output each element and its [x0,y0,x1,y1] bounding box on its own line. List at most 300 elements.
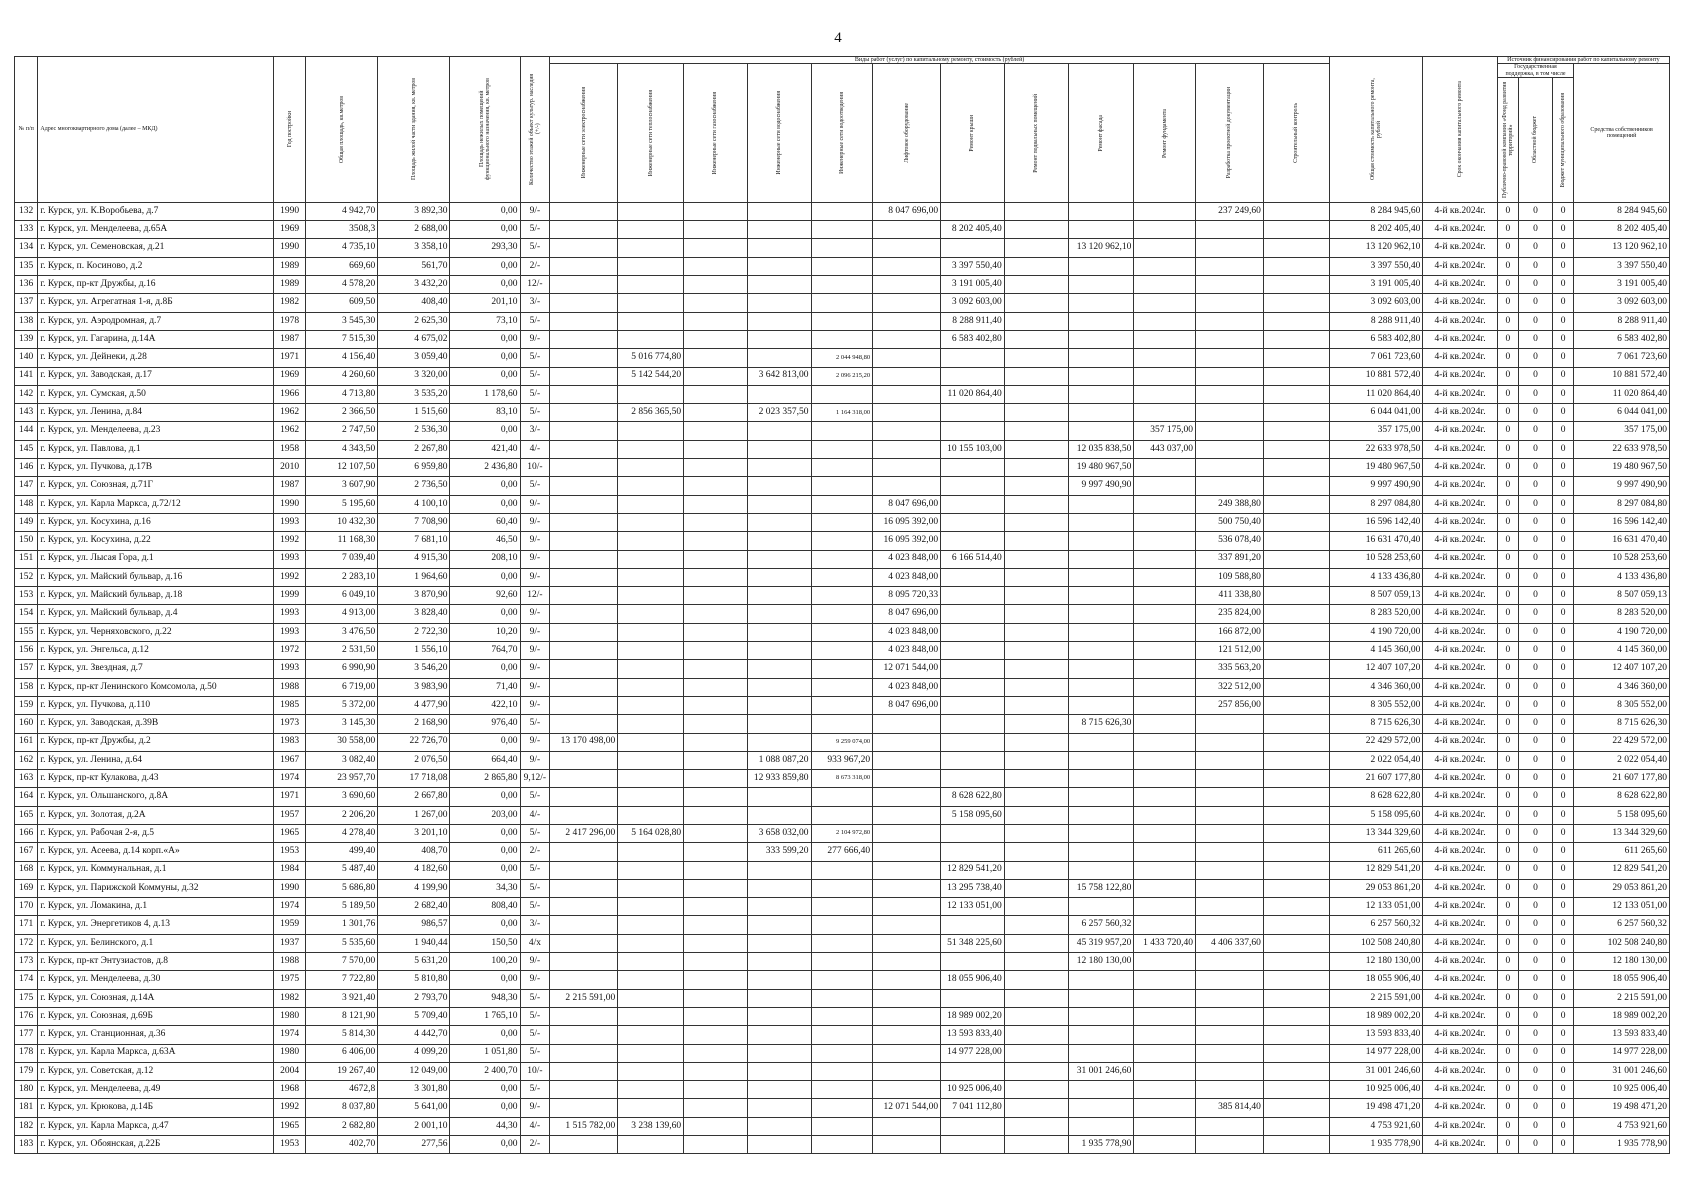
cell-w-roof: 3 092 603,00 [941,294,1005,312]
cell-w-electric [550,861,618,879]
cell-w-facade [1068,495,1134,513]
cell-w-water [747,221,811,239]
cell-w-design [1195,861,1263,879]
cell-nonresidential-area: 100,20 [450,953,520,971]
cell-w-foundation [1134,696,1196,714]
cell-num: 144 [15,422,38,440]
cell-floors: 5/- [520,312,550,330]
cell-num: 166 [15,824,38,842]
cell-w-design [1195,294,1263,312]
cell-residential-area: 2 667,80 [378,788,450,806]
cell-floors: 5/- [520,1026,550,1044]
cell-w-control [1263,550,1329,568]
cell-w-water [747,385,811,403]
cell-w-gas [684,550,748,568]
cell-w-electric [550,806,618,824]
cell-w-lift [873,989,941,1007]
header-year: Год постройки [274,57,306,203]
cell-w-lift [873,934,941,952]
cell-w-design: 166 872,00 [1195,623,1263,641]
cell-w-facade [1068,696,1134,714]
cell-total-area: 4 278,40 [306,824,378,842]
cell-w-water: 333 599,20 [747,843,811,861]
cell-num: 146 [15,459,38,477]
cell-total-cost: 21 607 177,80 [1329,770,1422,788]
cell-f-fund: 0 [1497,898,1518,916]
cell-w-sewer [811,550,873,568]
cell-nonresidential-area: 808,40 [450,898,520,916]
cell-address: г. Курск, ул. Майский бульвар, д.16 [38,568,274,586]
table-row [15,1099,1670,1117]
cell-residential-area: 5 709,40 [378,1007,450,1025]
header-f-fund: Публично-правовой компании «Фонд развития территорий» [1497,77,1518,202]
cell-f-owners: 29 053 861,20 [1574,879,1670,897]
cell-w-water [747,513,811,531]
cell-f-regional: 0 [1518,788,1552,806]
cell-num: 151 [15,550,38,568]
cell-f-regional: 0 [1518,459,1552,477]
cell-year: 1937 [274,934,306,952]
cell-f-owners: 3 397 550,40 [1574,257,1670,275]
cell-w-facade [1068,404,1134,422]
cell-f-fund: 0 [1497,1099,1518,1117]
cell-total-cost: 8 288 911,40 [1329,312,1422,330]
cell-w-basement [1004,349,1068,367]
cell-f-regional: 0 [1518,660,1552,678]
cell-total-cost: 12 133 051,00 [1329,898,1422,916]
cell-f-fund: 0 [1497,477,1518,495]
cell-f-fund: 0 [1497,1007,1518,1025]
cell-w-foundation [1134,1117,1196,1135]
cell-w-control [1263,276,1329,294]
cell-total-area: 4 578,20 [306,276,378,294]
table-row [15,202,1670,220]
cell-f-municipal: 0 [1552,257,1573,275]
cell-w-facade: 6 257 560,32 [1068,916,1134,934]
cell-f-owners: 4 346 360,00 [1574,678,1670,696]
cell-num: 134 [15,239,38,257]
table-row [15,367,1670,385]
cell-residential-area: 1 964,60 [378,568,450,586]
cell-year: 1989 [274,276,306,294]
cell-f-municipal: 0 [1552,605,1573,623]
cell-w-electric [550,715,618,733]
cell-w-gas [684,513,748,531]
cell-w-gas [684,971,748,989]
cell-f-municipal: 0 [1552,330,1573,348]
cell-w-lift [873,1044,941,1062]
cell-w-basement [1004,1099,1068,1117]
cell-year: 1969 [274,221,306,239]
cell-residential-area: 4 675,02 [378,330,450,348]
cell-deadline: 4-й кв.2024г. [1423,239,1497,257]
cell-num: 171 [15,916,38,934]
cell-f-regional: 0 [1518,642,1552,660]
cell-w-design: 322 512,00 [1195,678,1263,696]
cell-address: г. Курск, ул. Черняховского, д.22 [38,623,274,641]
cell-num: 138 [15,312,38,330]
cell-w-control [1263,861,1329,879]
cell-year: 1988 [274,953,306,971]
cell-num: 132 [15,202,38,220]
cell-f-owners: 13 593 833,40 [1574,1026,1670,1044]
cell-w-facade [1068,989,1134,1007]
cell-num: 165 [15,806,38,824]
cell-w-roof [941,916,1005,934]
cell-w-design [1195,1026,1263,1044]
cell-w-electric [550,385,618,403]
cell-w-electric [550,1062,618,1080]
cell-f-owners: 21 607 177,80 [1574,770,1670,788]
cell-w-sewer [811,953,873,971]
table-row [15,1081,1670,1099]
cell-w-foundation [1134,788,1196,806]
cell-w-heat [618,715,684,733]
cell-w-lift [873,1136,941,1154]
table-row [15,440,1670,458]
cell-num: 168 [15,861,38,879]
cell-total-area: 4 713,80 [306,385,378,403]
cell-f-fund: 0 [1497,934,1518,952]
cell-w-basement [1004,294,1068,312]
cell-w-basement [1004,696,1068,714]
header-w-design: Разработка проектной документации [1195,64,1263,203]
cell-f-regional: 0 [1518,751,1552,769]
cell-total-area: 5 535,60 [306,934,378,952]
cell-w-sewer: 2 044 948,80 [811,349,873,367]
cell-f-regional: 0 [1518,367,1552,385]
cell-nonresidential-area: 0,00 [450,1099,520,1117]
cell-w-electric [550,605,618,623]
cell-address: г. Курск, ул. Менделеева, д.65А [38,221,274,239]
cell-w-electric [550,587,618,605]
cell-deadline: 4-й кв.2024г. [1423,861,1497,879]
cell-w-sewer [811,1136,873,1154]
cell-deadline: 4-й кв.2024г. [1423,276,1497,294]
cell-address: г. Курск, ул. Сумская, д.50 [38,385,274,403]
cell-total-area: 609,50 [306,294,378,312]
cell-address: г. Курск, ул. Павлова, д.1 [38,440,274,458]
cell-year: 1968 [274,1081,306,1099]
cell-floors: 9/- [520,568,550,586]
cell-w-heat: 5 142 544,20 [618,367,684,385]
cell-w-facade: 9 997 490,90 [1068,477,1134,495]
cell-deadline: 4-й кв.2024г. [1423,879,1497,897]
cell-w-design: 385 814,40 [1195,1099,1263,1117]
table-row [15,1044,1670,1062]
cell-f-fund: 0 [1497,349,1518,367]
cell-w-facade [1068,971,1134,989]
cell-nonresidential-area: 0,00 [450,788,520,806]
cell-floors: 2/- [520,843,550,861]
cell-year: 2010 [274,459,306,477]
cell-f-municipal: 0 [1552,696,1573,714]
cell-w-heat: 3 238 139,60 [618,1117,684,1135]
cell-w-basement [1004,898,1068,916]
cell-w-gas [684,733,748,751]
cell-total-cost: 7 061 723,60 [1329,349,1422,367]
cell-residential-area: 3 870,90 [378,587,450,605]
cell-num: 159 [15,696,38,714]
cell-address: г. Курск, ул. Майский бульвар, д.4 [38,605,274,623]
cell-w-heat [618,660,684,678]
cell-f-fund: 0 [1497,733,1518,751]
cell-f-regional: 0 [1518,916,1552,934]
cell-deadline: 4-й кв.2024г. [1423,715,1497,733]
cell-deadline: 4-й кв.2024г. [1423,1099,1497,1117]
cell-total-area: 5 686,80 [306,879,378,897]
cell-w-gas [684,440,748,458]
cell-deadline: 4-й кв.2024г. [1423,1026,1497,1044]
cell-w-heat [618,623,684,641]
cell-address: г. Курск, ул. Карла Маркса, д.47 [38,1117,274,1135]
cell-w-facade [1068,660,1134,678]
cell-w-foundation [1134,202,1196,220]
cell-w-heat [618,532,684,550]
cell-f-owners: 18 989 002,20 [1574,1007,1670,1025]
cell-w-gas [684,898,748,916]
cell-w-facade [1068,330,1134,348]
cell-w-heat [618,239,684,257]
cell-address: г. Курск, ул. Аэродромная, д.7 [38,312,274,330]
cell-w-design: 249 388,80 [1195,495,1263,513]
cell-f-owners: 8 284 945,60 [1574,202,1670,220]
cell-f-fund: 0 [1497,495,1518,513]
cell-deadline: 4-й кв.2024г. [1423,459,1497,477]
cell-f-municipal: 0 [1552,495,1573,513]
cell-w-design [1195,733,1263,751]
cell-w-basement [1004,1044,1068,1062]
cell-residential-area: 408,70 [378,843,450,861]
cell-w-control [1263,824,1329,842]
cell-f-regional: 0 [1518,239,1552,257]
cell-w-heat [618,788,684,806]
cell-num: 170 [15,898,38,916]
cell-w-control [1263,1026,1329,1044]
header-w-control: Строительный контроль [1263,64,1329,203]
cell-floors: 5/- [520,1081,550,1099]
cell-f-owners: 22 429 572,00 [1574,733,1670,751]
cell-w-basement [1004,660,1068,678]
cell-residential-area: 3 892,30 [378,202,450,220]
cell-w-heat [618,1026,684,1044]
cell-w-roof [941,587,1005,605]
cell-w-heat [618,1099,684,1117]
cell-w-design: 337 891,20 [1195,550,1263,568]
cell-total-area: 3 607,90 [306,477,378,495]
cell-w-gas [684,587,748,605]
cell-f-regional: 0 [1518,568,1552,586]
cell-w-foundation [1134,678,1196,696]
header-gov-support: Государственная поддержка, в том числе [1497,64,1573,78]
cell-residential-area: 2 267,80 [378,440,450,458]
cell-w-electric [550,513,618,531]
cell-w-facade [1068,733,1134,751]
table-row [15,806,1670,824]
cell-nonresidential-area: 2 865,80 [450,770,520,788]
table-row [15,934,1670,952]
cell-f-fund: 0 [1497,276,1518,294]
cell-address: г. Курск, пр-кт Дружбы, д.16 [38,276,274,294]
cell-w-facade [1068,1081,1134,1099]
cell-f-fund: 0 [1497,294,1518,312]
cell-w-foundation [1134,715,1196,733]
cell-f-municipal: 0 [1552,349,1573,367]
cell-w-foundation [1134,879,1196,897]
cell-total-cost: 8 283 520,00 [1329,605,1422,623]
cell-total-area: 7 039,40 [306,550,378,568]
cell-w-facade [1068,202,1134,220]
cell-nonresidential-area: 71,40 [450,678,520,696]
cell-w-basement [1004,495,1068,513]
cell-floors: 9/- [520,330,550,348]
cell-f-owners: 4 753 921,60 [1574,1117,1670,1135]
cell-w-control [1263,568,1329,586]
cell-w-gas [684,715,748,733]
cell-w-foundation [1134,843,1196,861]
cell-deadline: 4-й кв.2024г. [1423,788,1497,806]
cell-w-water [747,1136,811,1154]
cell-w-gas [684,879,748,897]
cell-w-gas [684,788,748,806]
cell-residential-area: 7 681,10 [378,532,450,550]
cell-deadline: 4-й кв.2024г. [1423,770,1497,788]
cell-f-owners: 2 215 591,00 [1574,989,1670,1007]
cell-f-municipal: 0 [1552,1026,1573,1044]
cell-total-cost: 19 498 471,20 [1329,1099,1422,1117]
cell-f-fund: 0 [1497,550,1518,568]
cell-w-gas [684,294,748,312]
table-row [15,477,1670,495]
cell-f-municipal: 0 [1552,404,1573,422]
cell-w-sewer [811,239,873,257]
cell-w-basement [1004,715,1068,733]
cell-address: г. Курск, ул. Союзная, д.69Б [38,1007,274,1025]
cell-f-regional: 0 [1518,477,1552,495]
table-row [15,294,1670,312]
cell-nonresidential-area: 83,10 [450,404,520,422]
cell-w-foundation [1134,404,1196,422]
cell-w-basement [1004,568,1068,586]
cell-w-facade [1068,1026,1134,1044]
cell-w-electric [550,495,618,513]
cell-floors: 9/- [520,660,550,678]
cell-w-lift [873,879,941,897]
cell-w-roof [941,824,1005,842]
cell-w-basement [1004,770,1068,788]
cell-w-lift [873,971,941,989]
cell-total-area: 499,40 [306,843,378,861]
cell-floors: 5/- [520,239,550,257]
cell-total-area: 402,70 [306,1136,378,1154]
cell-w-roof: 7 041 112,80 [941,1099,1005,1117]
cell-f-municipal: 0 [1552,294,1573,312]
cell-total-cost: 357 175,00 [1329,422,1422,440]
cell-w-control [1263,532,1329,550]
cell-total-cost: 2 022 054,40 [1329,751,1422,769]
cell-w-roof [941,678,1005,696]
cell-total-area: 12 107,50 [306,459,378,477]
cell-f-regional: 0 [1518,513,1552,531]
cell-nonresidential-area: 0,00 [450,367,520,385]
cell-w-water [747,1007,811,1025]
cell-f-owners: 102 508 240,80 [1574,934,1670,952]
cell-total-cost: 8 284 945,60 [1329,202,1422,220]
cell-w-roof [941,568,1005,586]
cell-floors: 5/- [520,1044,550,1062]
cell-residential-area: 4 915,30 [378,550,450,568]
cell-w-heat [618,257,684,275]
cell-f-owners: 31 001 246,60 [1574,1062,1670,1080]
cell-residential-area: 4 099,20 [378,1044,450,1062]
cell-f-owners: 11 020 864,40 [1574,385,1670,403]
cell-f-municipal: 0 [1552,879,1573,897]
cell-f-municipal: 0 [1552,678,1573,696]
cell-num: 140 [15,349,38,367]
cell-residential-area: 1 556,10 [378,642,450,660]
cell-address: г. Курск, ул. Крюкова, д.14Б [38,1099,274,1117]
cell-w-sewer [811,495,873,513]
cell-total-cost: 12 407 107,20 [1329,660,1422,678]
cell-total-area: 4 913,00 [306,605,378,623]
cell-total-cost: 4 133 436,80 [1329,568,1422,586]
cell-w-lift: 4 023 848,00 [873,550,941,568]
table-row [15,1026,1670,1044]
cell-deadline: 4-й кв.2024г. [1423,587,1497,605]
cell-f-fund: 0 [1497,257,1518,275]
cell-w-control [1263,660,1329,678]
cell-w-foundation [1134,898,1196,916]
cell-w-gas [684,642,748,660]
cell-w-gas [684,660,748,678]
cell-w-design [1195,989,1263,1007]
cell-w-control [1263,1044,1329,1062]
cell-w-gas [684,330,748,348]
cell-w-facade [1068,751,1134,769]
cell-f-regional: 0 [1518,1136,1552,1154]
cell-w-sewer [811,788,873,806]
cell-total-cost: 13 120 962,10 [1329,239,1422,257]
cell-f-regional: 0 [1518,843,1552,861]
cell-w-electric [550,879,618,897]
cell-w-design [1195,404,1263,422]
cell-address: г. Курск, ул. Карла Маркса, д.63А [38,1044,274,1062]
cell-residential-area: 2 793,70 [378,989,450,1007]
cell-total-area: 4 735,10 [306,239,378,257]
cell-w-water [747,678,811,696]
cell-address: г. Курск, ул. Заводская, д.39В [38,715,274,733]
cell-w-gas [684,934,748,952]
cell-address: г. Курск, ул. Гагарина, д.14А [38,330,274,348]
cell-w-facade: 12 035 838,50 [1068,440,1134,458]
cell-w-electric: 13 170 498,00 [550,733,618,751]
cell-deadline: 4-й кв.2024г. [1423,1117,1497,1135]
cell-f-owners: 7 061 723,60 [1574,349,1670,367]
cell-nonresidential-area: 0,00 [450,916,520,934]
cell-w-facade [1068,1117,1134,1135]
cell-num: 176 [15,1007,38,1025]
cell-w-control [1263,330,1329,348]
cell-w-lift [873,1117,941,1135]
cell-f-fund: 0 [1497,843,1518,861]
table-row [15,587,1670,605]
cell-year: 1993 [274,623,306,641]
cell-w-facade [1068,1099,1134,1117]
cell-w-design [1195,1062,1263,1080]
cell-w-electric: 2 417 296,00 [550,824,618,842]
cell-address: г. Курск, пр-кт Энтузиастов, д.8 [38,953,274,971]
cell-w-control [1263,440,1329,458]
